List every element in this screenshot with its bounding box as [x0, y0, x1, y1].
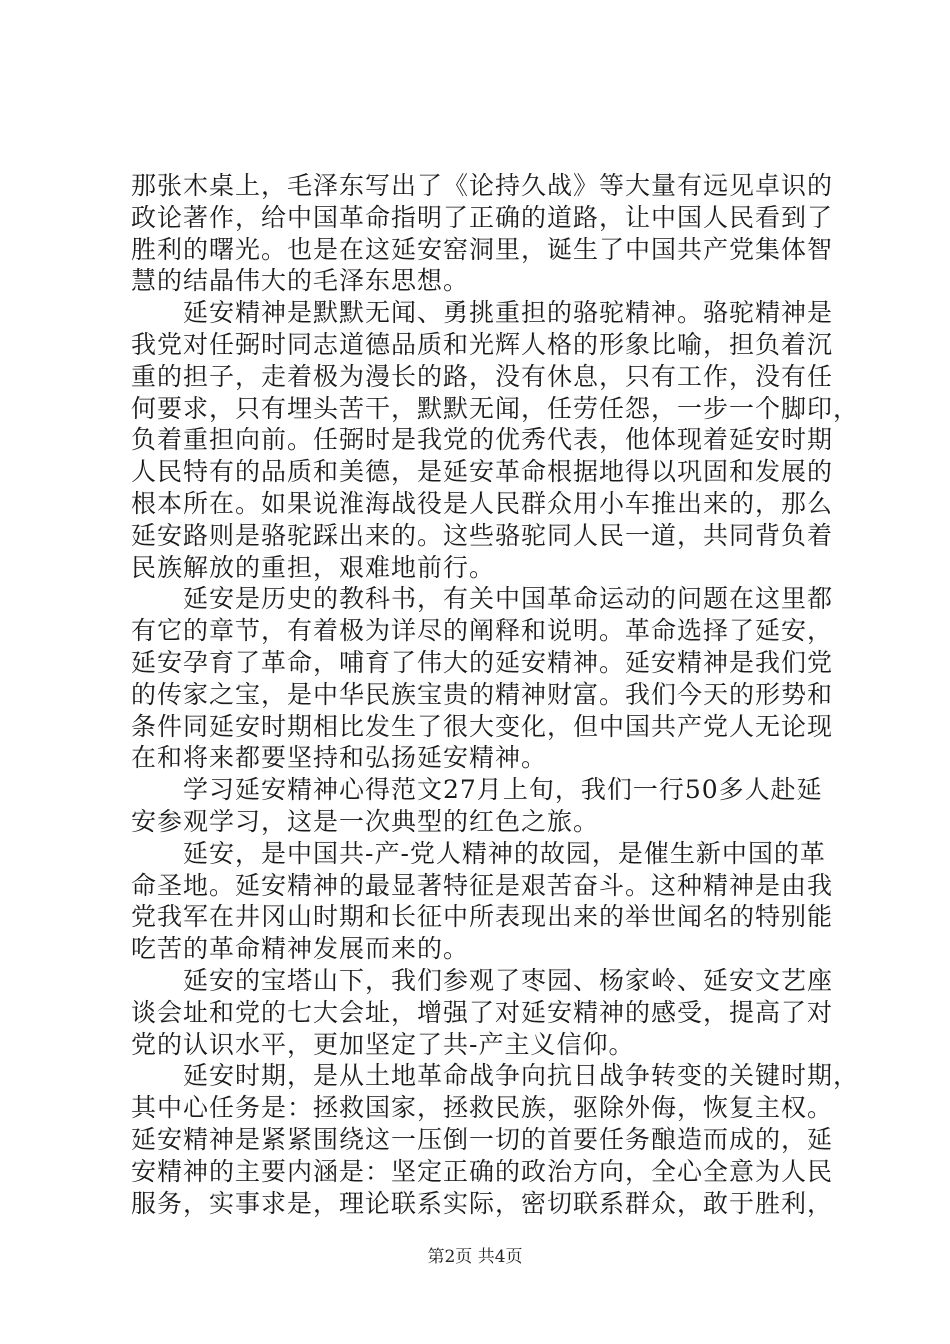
text-line: 党我军在井冈山时期和长征中所表现出来的举世闻名的特别能: [131, 902, 834, 932]
text-line: 根本所在。如果说淮海战役是人民群众用小车推出来的，那么: [131, 488, 834, 518]
paragraph-first-line: 延安精神是默默无闻、勇挑重担的骆驼精神。骆驼精神是: [183, 298, 834, 328]
document-body: [131, 170, 860, 1219]
text-line: 命圣地。延安精神的最显著特征是艰苦奋斗。这种精神是由我: [131, 870, 834, 900]
paragraph-first-line: 延安是历史的教科书，有关中国革命运动的问题在这里都: [183, 584, 834, 614]
text-line: 谈会址和党的七大会址，增强了对延安精神的感受，提高了对: [131, 997, 834, 1027]
text-line: 负着重担向前。任弼时是我党的优秀代表，他体现着延安时期: [131, 425, 834, 455]
text-line: 慧的结晶伟大的毛泽东思想。: [131, 266, 470, 296]
text-line: 条件同延安时期相比发生了很大变化，但中国共产党人无论现: [131, 711, 834, 741]
text-line: 有它的章节，有着极为详尽的阐释和说明。革命选择了延安，: [131, 616, 834, 646]
text-line: 党的认识水平，更加坚定了共-产主义信仰。: [131, 1029, 635, 1059]
text-line: 安参观学习，这是一次典型的红色之旅。: [131, 806, 600, 836]
text-line: 重的担子，走着极为漫长的路，没有休息，只有工作，没有任: [131, 361, 834, 391]
text-line: 胜利的曙光。也是在这延安窑洞里，诞生了中国共产党集体智: [131, 234, 834, 264]
text-line: 吃苦的革命精神发展而来的。: [131, 934, 470, 964]
text-line: 服务，实事求是，理论联系实际，密切联系群众，敢于胜利，: [131, 1188, 834, 1218]
text-line: 民族解放的重担，艰难地前行。: [131, 552, 496, 582]
text-line: 延安孕育了革命，哺育了伟大的延安精神。延安精神是我们党: [131, 647, 834, 677]
text-line: 我党对任弼时同志道德品质和光辉人格的形象比喻，担负着沉: [131, 329, 834, 359]
text-line: 在和将来都要坚持和弘扬延安精神。: [131, 743, 548, 773]
text-line: 政论著作，给中国革命指明了正确的道路，让中国人民看到了: [131, 202, 834, 232]
text-line: 安精神的主要内涵是：坚定正确的政治方向，全心全意为人民: [131, 1156, 834, 1186]
text-line: 的传家之宝，是中华民族宝贵的精神财富。我们今天的形势和: [131, 679, 834, 709]
page-number-footer: 第2页 共4页: [427, 1247, 523, 1267]
text-line: 人民特有的品质和美德，是延安革命根据地得以巩固和发展的: [131, 457, 834, 487]
paragraph-first-line: 学习延安精神心得范文27月上旬，我们一行50多人赴延: [183, 775, 823, 805]
text-line: 其中心任务是：拯救国家，拯救民族，驱除外侮，恢复主权。: [131, 1093, 834, 1123]
text-line: 那张木桌上，毛泽东写出了《论持久战》等大量有远见卓识的: [131, 171, 834, 200]
paragraph-first-line: 延安，是中国共-产-党人精神的故园，是催生新中国的革: [183, 838, 826, 868]
text-line: 延安精神是紧紧围绕这一压倒一切的首要任务酿造而成的，延: [131, 1124, 834, 1154]
paragraph-first-line: 延安时期，是从土地革命战争向抗日战争转变的关键时期，: [183, 1061, 860, 1091]
paragraph-first-line: 延安的宝塔山下，我们参观了枣园、杨家岭、延安文艺座: [183, 965, 834, 995]
text-line: 延安路则是骆驼踩出来的。这些骆驼同人民一道，共同背负着: [131, 520, 834, 550]
text-line: 何要求，只有埋头苦干，默默无闻，任劳任怨，一步一个脚印，: [131, 393, 860, 423]
